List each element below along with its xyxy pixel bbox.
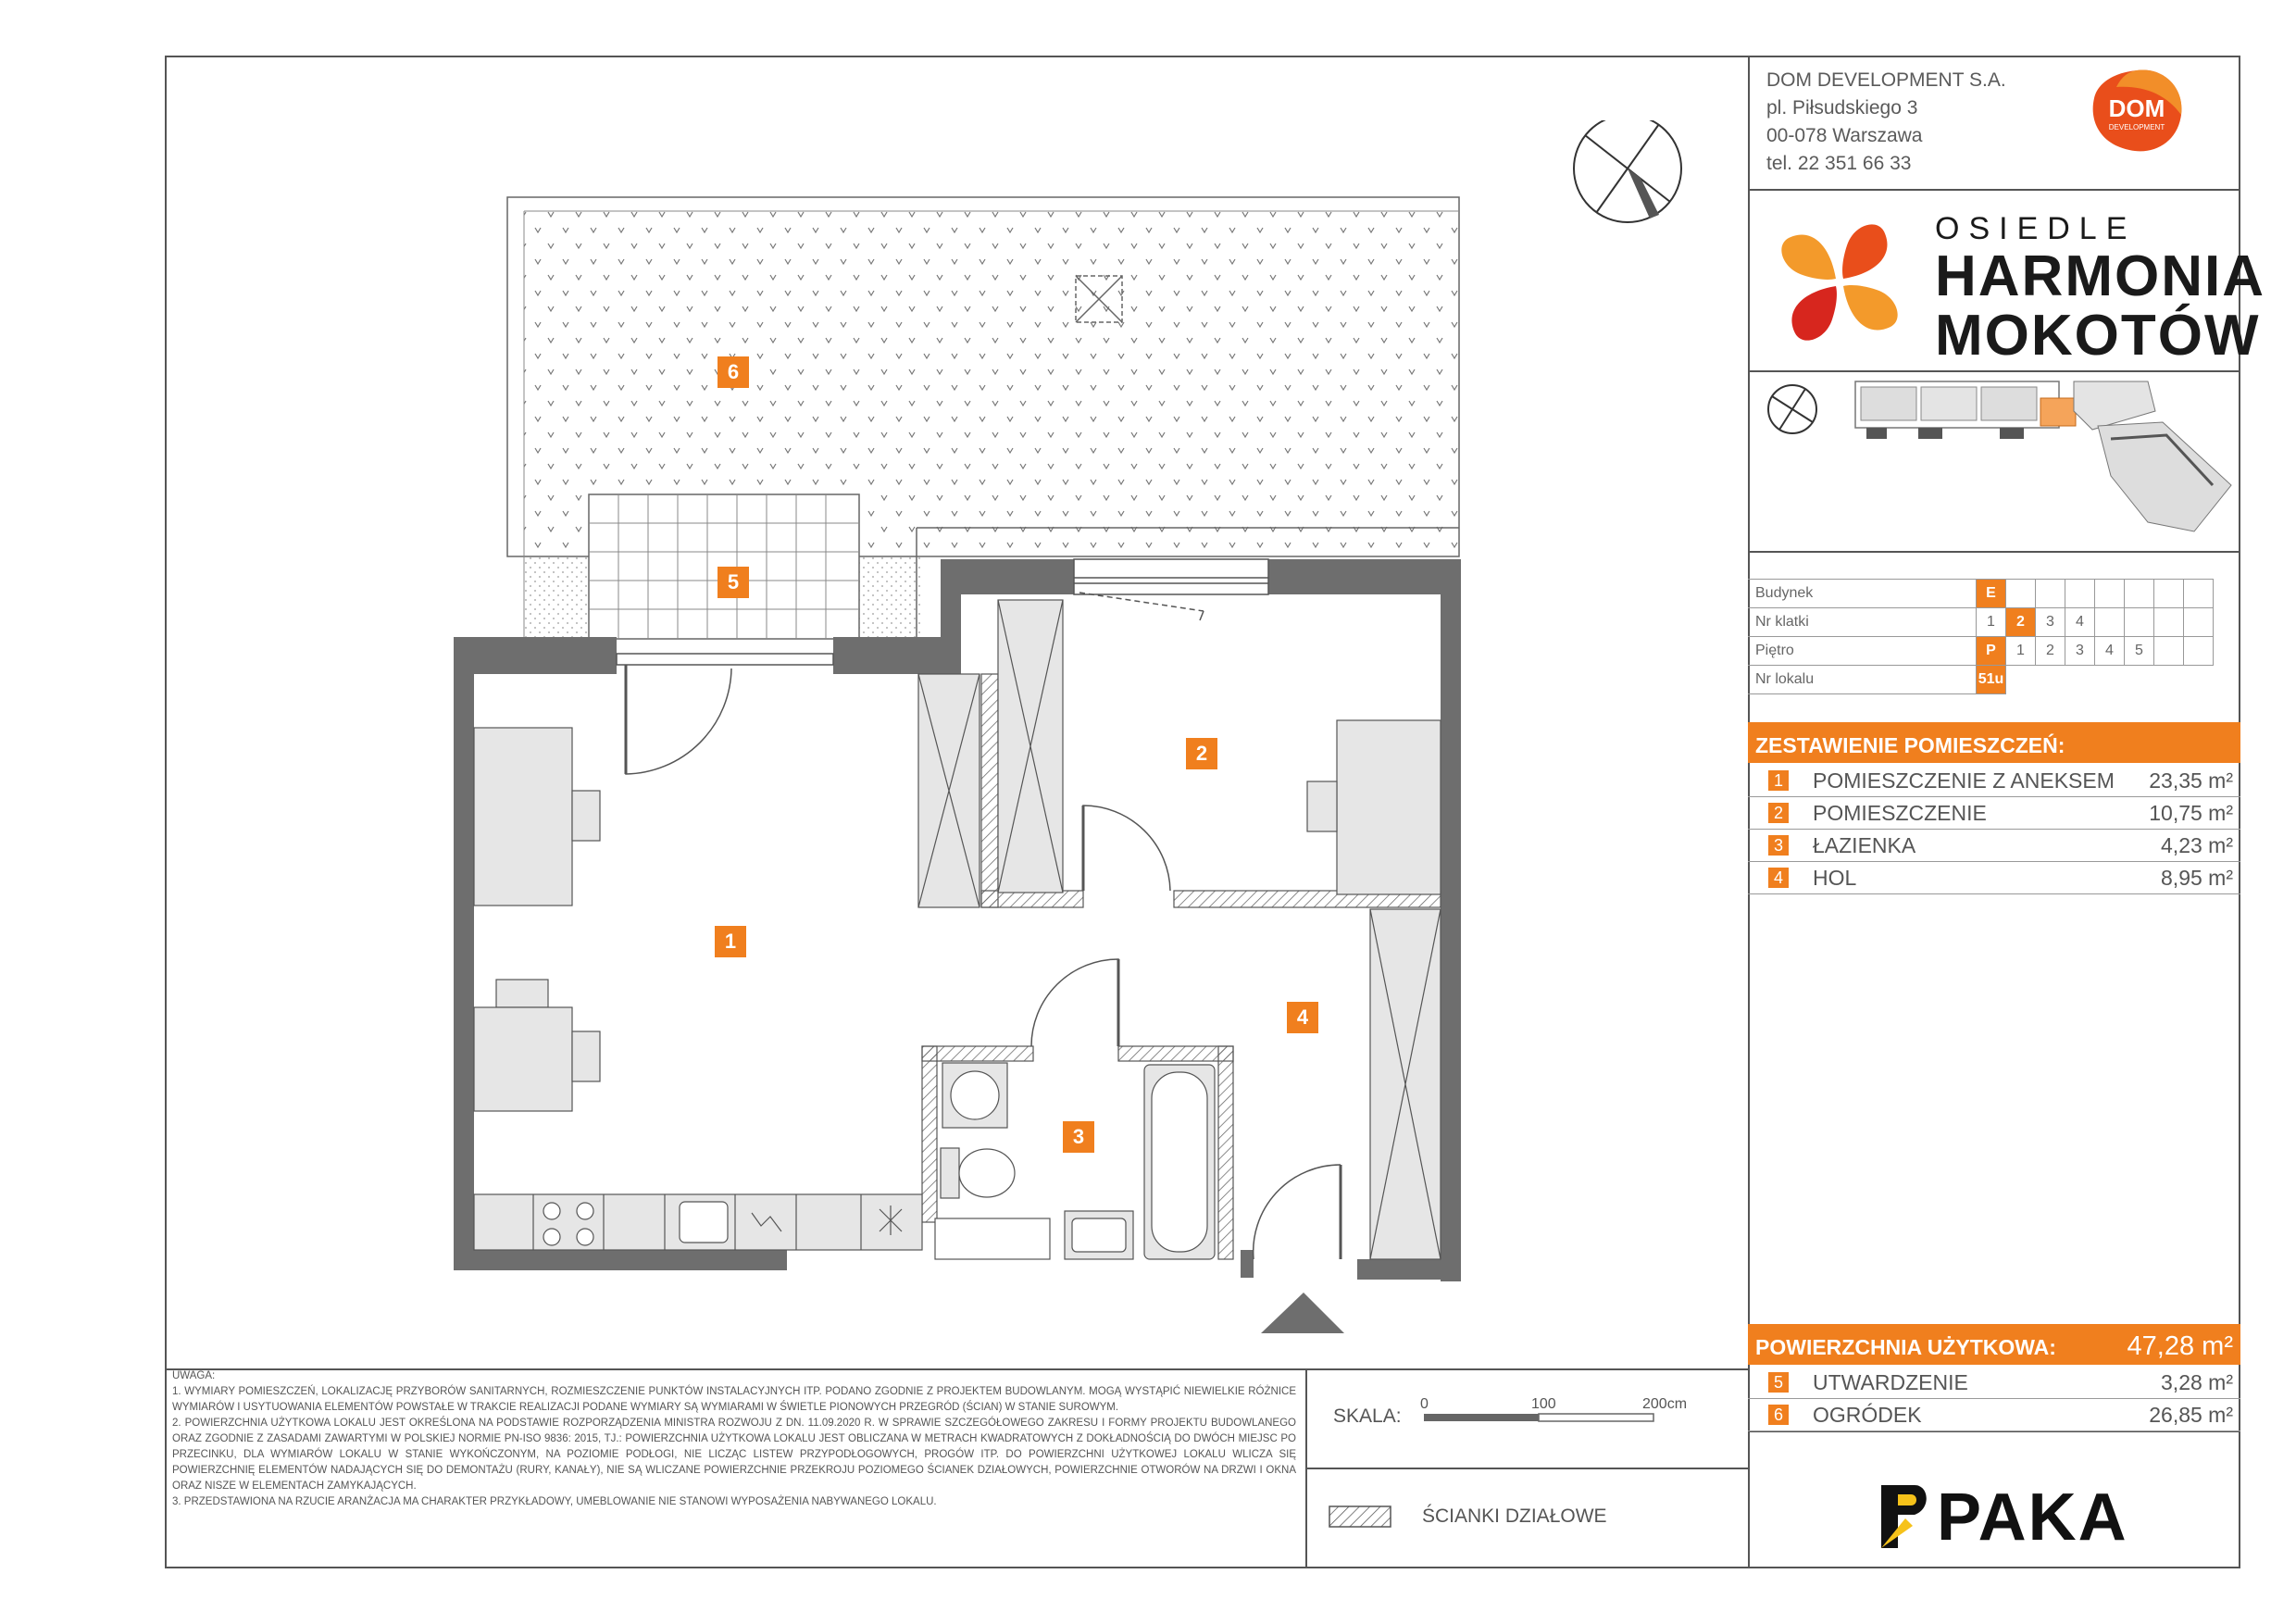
usable-area-value: 47,28 m²	[2127, 1331, 2233, 1361]
room-row	[1748, 765, 2240, 797]
bathroom-fixtures	[935, 1063, 1215, 1259]
usable-area-label: POWIERZCHNIA UŻYTKOWA:	[1755, 1335, 2056, 1359]
rooms-header: ZESTAWIENIE POMIESZCZEŃ:	[1748, 722, 2240, 763]
scale-label: SKALA:	[1333, 1405, 1402, 1427]
room-name: POMIESZCZENIE	[1813, 801, 1987, 825]
divider	[1748, 370, 2240, 372]
note-3: 3. PRZEDSTAWIONA NA RZUCIE ARANŻACJA MA CHARAKTER PRZYKŁADOWY, UMEBLOWANIE NIE STANOWI WYPOSAŻENIA NABYWANEGO LOKALU.	[172, 1496, 937, 1507]
plan-label-room-3: 3	[1063, 1121, 1094, 1153]
kitchen-counter	[474, 1194, 922, 1250]
extra-name: OGRÓDEK	[1813, 1403, 1922, 1427]
divider	[1748, 189, 2240, 191]
rooms-list	[1748, 765, 2240, 894]
legend-label: ŚCIANKI DZIAŁOWE	[1422, 1505, 1607, 1527]
company-name: DOM DEVELOPMENT S.A.	[1766, 69, 2006, 91]
room-area: 23,35 m²	[2149, 768, 2233, 793]
room-name: HOL	[1813, 866, 1857, 890]
notes-title: UWAGA:	[172, 1370, 216, 1381]
harmonia-flower-logo	[1770, 213, 1909, 352]
plan-label-room-4: 4	[1287, 1002, 1318, 1033]
company-phone: tel. 22 351 66 33	[1766, 153, 1912, 174]
divider	[1305, 1468, 1748, 1469]
project-line1: HARMONIA	[1935, 244, 2265, 308]
floor-label: Piętro	[1748, 637, 1977, 666]
unit-info-table	[1748, 579, 2214, 694]
scale-tick-0: 0	[1420, 1396, 1429, 1412]
extra-name: UTWARDZENIE	[1813, 1370, 1968, 1394]
usable-area-bar	[1748, 1324, 2240, 1365]
floor-plan	[407, 120, 1685, 1352]
extra-row	[1748, 1367, 2240, 1399]
project-line2: MOKOTÓW	[1935, 304, 2261, 368]
extra-area: 3,28 m²	[2161, 1370, 2233, 1394]
staircase-4: 4	[2065, 608, 2095, 637]
room-number: 4	[1768, 868, 1789, 888]
extra-row	[1748, 1399, 2240, 1431]
divider	[1748, 551, 2240, 553]
staircase-3: 3	[2036, 608, 2065, 637]
dom-logo-subtext: DEVELOPMENT	[2108, 123, 2165, 131]
notes	[172, 1368, 1296, 1510]
company-street: pl. Piłsudskiego 3	[1766, 97, 1918, 119]
floor-4: 4	[2095, 637, 2125, 666]
key-plan	[1759, 374, 2240, 550]
extras-list	[1748, 1367, 2240, 1431]
staircase-1: 1	[1977, 608, 2006, 637]
room-area: 4,23 m²	[2161, 833, 2233, 857]
entrance-arrow-icon	[1261, 1293, 1344, 1333]
note-2: 2. POWIERZCHNIA UŻYTKOWA LOKALU JEST OKREŚLONA NA PODSTAWIE ROZPORZĄDZENIA MINISTRA ROZWOJU Z DN. 11.09.2020 R. W SPRAWIE SZCZEGÓŁOWEGO ZAKRESU I FORMY PROJEKTU BUDOWLANEGO ORAZ ZGODNIE Z ZASADAMI ZAWARTYMI W POLSKIEJ NORMIE PN-ISO 9836: 2015, TJ.: POWIERZCHNIA UŻYTKOWA LOKALU JEST OBLICZANA W METRACH KWADRATOWYCH Z DOKŁADNOŚCIĄ DO DWÓCH MIEJSC PO PRZECINKU, DLA WYMIARÓW LOKALU W STANIE WYKOŃCZONYM, NA POZIOMIE PODŁOGI, NIE LICZĄC LISTEW PRZYPODŁOGOWYCH, PROGÓW ITP. DO POWIERZCHNI UŻYTKOWEJ LOKALU WLICZA SIĘ POWIERZCHNIĘ ELEMENTÓW NADAJĄCYCH SIĘ DO DEMONTAŻU (RURY, KANAŁY), NIE SĄ WLICZANE POWIERZCHNIE PRZEKROJU POZIOMEGO ŚCIANEK DZIAŁOWYCH, POWIERZCHNIE OTWORÓW NA DRZWI I OKNA ORAZ NISZE W ELEMENTACH ZAMYKAJĄCYCH.	[172, 1418, 1296, 1492]
project-prefix: OSIEDLE	[1935, 211, 2137, 246]
staircase-label: Nr klatki	[1748, 608, 1977, 637]
floor-5: 5	[2125, 637, 2154, 666]
room-row	[1748, 797, 2240, 830]
floor-3: 3	[2065, 637, 2095, 666]
terrace-door	[617, 654, 833, 774]
plan-label-room-2: 2	[1186, 738, 1217, 769]
room-name: POMIESZCZENIE Z ANEKSEM	[1813, 768, 2115, 793]
room-row	[1748, 862, 2240, 894]
floor-1: 1	[2006, 637, 2036, 666]
extra-number: 5	[1768, 1372, 1789, 1393]
extra-number: 6	[1768, 1405, 1789, 1425]
partition-wall-legend-swatch	[1329, 1505, 1393, 1530]
room-row	[1748, 830, 2240, 862]
unit-label: Nr lokalu	[1748, 666, 1977, 694]
plan-label-room-1: 1	[715, 926, 746, 957]
floor-2: 2	[2036, 637, 2065, 666]
building-label: Budynek	[1748, 580, 1977, 608]
dom-development-logo	[2089, 67, 2185, 156]
compass-icon	[1574, 120, 1681, 222]
dom-logo-text: DOM	[2108, 94, 2165, 122]
key-plan-compass	[1768, 385, 1816, 433]
plan-label-room-5: 5	[718, 567, 749, 598]
staircase-2: 2	[2006, 608, 2036, 637]
room-name: ŁAZIENKA	[1813, 833, 1916, 857]
floor-p: P	[1977, 637, 2006, 666]
extra-area: 26,85 m²	[2149, 1403, 2233, 1427]
unit-value: 51u	[1977, 666, 2006, 694]
company-address	[1766, 67, 2006, 178]
note-1: 1. WYMIARY POMIESZCZEŃ, LOKALIZACJĘ PRZYBORÓW SANITARNYCH, ROZMIESZCZENIE PUNKTÓW INSTALACYJNYCH ITP. PODANO ZGODNIE Z PROJEKTEM BUDOWLANYM. MOGĄ WYSTĄPIĆ NIEWIELKIE RÓŻNICE WYMIARÓW I USYTUOWANIA ELEMENTÓW POWSTAŁE W TRAKCIE REALIZACJI PODANE WYMIARY SĄ WYMIARAMI W ŚWIETLE PIONOWYCH PRZEGRÓD (ŚCIAN) W STANIE SUROWYM.	[172, 1386, 1296, 1413]
plan-label-room-6: 6	[718, 356, 749, 388]
contractor-logo: PAKA	[1937, 1480, 2128, 1555]
room-number: 1	[1768, 770, 1789, 791]
room-area: 10,75 m²	[2149, 801, 2233, 825]
project-name	[1935, 211, 2265, 366]
paka-logo-mark	[1878, 1481, 1933, 1552]
company-city: 00-078 Warszawa	[1766, 125, 1923, 146]
building-value: E	[1977, 580, 2006, 608]
scale-tick-200: 200cm	[1642, 1396, 1688, 1412]
room-number: 3	[1768, 835, 1789, 856]
bedroom-window	[1074, 559, 1268, 620]
scale-tick-100: 100	[1531, 1396, 1556, 1412]
room-number: 2	[1768, 803, 1789, 823]
room-area: 8,95 m²	[2161, 866, 2233, 890]
scale-bar	[1416, 1393, 1694, 1430]
